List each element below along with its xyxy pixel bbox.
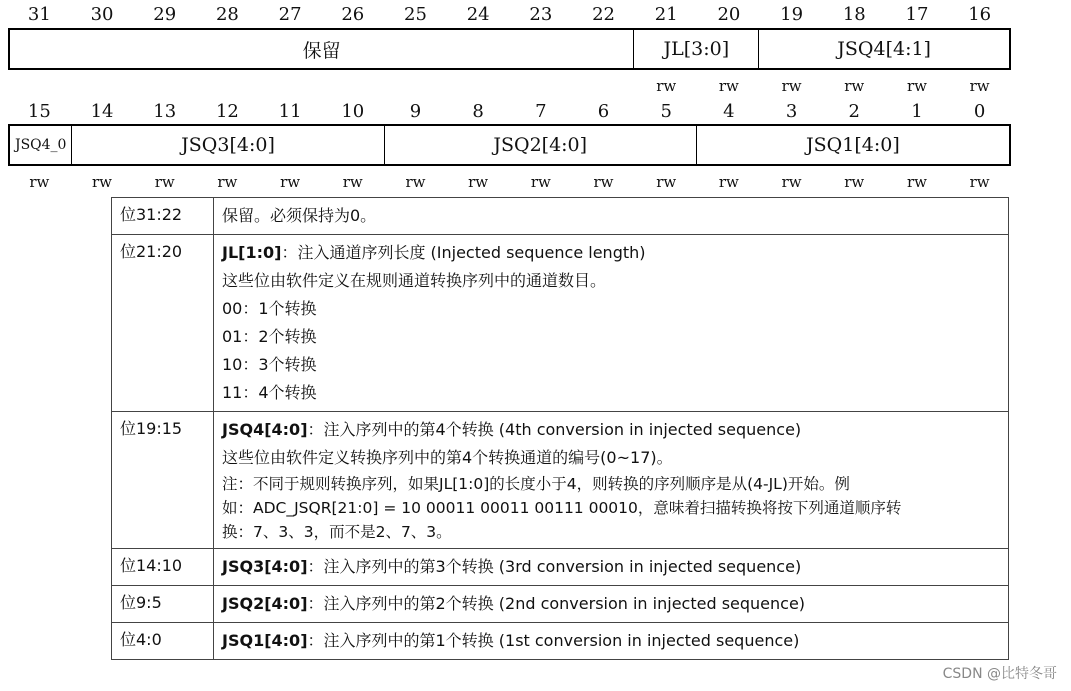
access-type bbox=[384, 76, 447, 96]
field-jsq4-upper: JSQ4[4:1] bbox=[837, 38, 931, 60]
field-reserved: 保留 bbox=[10, 30, 634, 68]
lower-bit-numbers bbox=[8, 100, 1011, 124]
access-type bbox=[321, 76, 384, 96]
field-name: JSQ2[4:0] bbox=[222, 594, 308, 613]
bit-number: 24 bbox=[466, 4, 490, 25]
access-type: rw bbox=[92, 173, 113, 191]
lower-access-row bbox=[8, 172, 1011, 192]
access-type: rw bbox=[656, 77, 677, 95]
access-type: rw bbox=[405, 173, 426, 191]
description-line: 01：2个转换 bbox=[222, 327, 317, 346]
bit-number: 0 bbox=[973, 101, 986, 122]
access-type: rw bbox=[280, 173, 301, 191]
bit-description bbox=[214, 412, 1009, 549]
access-type: rw bbox=[969, 173, 990, 191]
bit-number: 4 bbox=[723, 101, 735, 122]
bit-number: 19 bbox=[780, 4, 804, 25]
description-title: 保留。必须保持为0。 bbox=[222, 206, 377, 225]
field-summary: ：注入序列中的第4个转换 (4th conversion in injected sequence) bbox=[307, 420, 802, 439]
access-type: rw bbox=[217, 173, 238, 191]
table-row bbox=[112, 235, 1009, 412]
bit-number: 15 bbox=[27, 101, 51, 122]
bit-number: 31 bbox=[27, 4, 51, 25]
upper-access-row bbox=[8, 76, 1011, 96]
access-type bbox=[447, 76, 510, 96]
upper-bit-numbers bbox=[8, 3, 1011, 27]
access-type bbox=[8, 76, 71, 96]
bit-number: 14 bbox=[90, 101, 114, 122]
field-summary: ：注入序列中的第1个转换 (1st conversion in injected sequence) bbox=[307, 631, 800, 650]
access-type: rw bbox=[906, 77, 927, 95]
access-type bbox=[510, 76, 573, 96]
bit-range-label: 位14:10 bbox=[112, 549, 214, 586]
field-summary: ：注入序列中的第3个转换 (3rd conversion in injected sequence) bbox=[307, 557, 802, 576]
field-jsq4-0: JSQ4_0 bbox=[10, 126, 72, 164]
access-type: rw bbox=[29, 173, 50, 191]
access-type bbox=[259, 76, 322, 96]
bit-number: 20 bbox=[717, 4, 741, 25]
bit-number: 16 bbox=[968, 4, 992, 25]
access-type: rw bbox=[781, 173, 802, 191]
field-name: JL[1:0] bbox=[222, 243, 282, 262]
access-type: rw bbox=[468, 173, 489, 191]
bit-description-table bbox=[111, 197, 1009, 660]
description-title bbox=[222, 590, 1000, 618]
bit-number: 7 bbox=[535, 101, 547, 122]
bit-number: 10 bbox=[341, 101, 365, 122]
bit-description bbox=[214, 623, 1009, 660]
access-type: rw bbox=[781, 77, 802, 95]
bit-description bbox=[214, 586, 1009, 623]
table-row bbox=[112, 623, 1009, 660]
description-title bbox=[222, 416, 1000, 444]
bit-number: 8 bbox=[472, 101, 484, 122]
field-jl: JL[3:0] bbox=[634, 30, 759, 68]
table-row bbox=[112, 412, 1009, 549]
description-title bbox=[222, 627, 1000, 655]
lower-register-row bbox=[8, 124, 1011, 166]
description-title bbox=[222, 553, 1000, 581]
access-type: rw bbox=[844, 77, 865, 95]
description-title bbox=[222, 239, 1000, 267]
access-type: rw bbox=[593, 173, 614, 191]
bit-number: 6 bbox=[597, 101, 610, 122]
table-row bbox=[112, 586, 1009, 623]
access-type: rw bbox=[342, 173, 363, 191]
access-type: rw bbox=[154, 173, 175, 191]
bit-number: 12 bbox=[215, 101, 239, 122]
bit-description bbox=[214, 235, 1009, 412]
bit-number: 27 bbox=[278, 4, 302, 25]
description-line: 11：4个转换 bbox=[222, 383, 317, 402]
access-type bbox=[71, 76, 134, 96]
field-name: JSQ1[4:0] bbox=[222, 631, 308, 650]
watermark: CSDN @比特冬哥 bbox=[942, 666, 1057, 682]
bit-number: 2 bbox=[848, 101, 860, 122]
access-type bbox=[133, 76, 196, 96]
bit-number: 30 bbox=[90, 4, 114, 25]
bit-range-label: 位31:22 bbox=[112, 198, 214, 235]
access-type bbox=[196, 76, 259, 96]
bit-range-label: 位4:0 bbox=[112, 623, 214, 660]
field-jsq2: JSQ2[4:0] bbox=[385, 126, 697, 164]
description-line: 这些位由软件定义转换序列中的第4个转换通道的编号(0~17)。 bbox=[222, 448, 673, 467]
bit-range-label: 位19:15 bbox=[112, 412, 214, 549]
bit-number: 22 bbox=[592, 4, 615, 25]
access-type: rw bbox=[844, 173, 865, 191]
access-type: rw bbox=[718, 173, 739, 191]
access-type: rw bbox=[906, 173, 927, 191]
access-type bbox=[572, 76, 635, 96]
bit-number: 21 bbox=[654, 4, 678, 25]
description-line: 00：1个转换 bbox=[222, 299, 317, 318]
access-type: rw bbox=[656, 173, 677, 191]
bit-number: 1 bbox=[911, 101, 923, 122]
note-line: 注：不同于规则转换序列，如果JL[1:0]的长度小于4，则转换的序列顺序是从(4-JL)开始。例 bbox=[222, 475, 850, 493]
bit-number: 23 bbox=[529, 4, 553, 25]
field-jsq3: JSQ3[4:0] bbox=[72, 126, 384, 164]
field-summary: ：注入序列中的第2个转换 (2nd conversion in injected sequence) bbox=[307, 594, 806, 613]
upper-register-row bbox=[8, 28, 1011, 70]
access-type: rw bbox=[718, 77, 739, 95]
field-name: JSQ4[4:0] bbox=[222, 420, 308, 439]
field-summary: ：注入通道序列长度 (Injected sequence length) bbox=[281, 243, 646, 262]
bit-number: 17 bbox=[905, 4, 929, 25]
bit-number: 11 bbox=[278, 101, 302, 122]
bit-range-label: 位9:5 bbox=[112, 586, 214, 623]
bit-number: 29 bbox=[153, 4, 177, 25]
description-line: 这些位由软件定义在规则通道转换序列中的通道数目。 bbox=[222, 271, 607, 290]
description-line: 10：3个转换 bbox=[222, 355, 317, 374]
bit-number: 28 bbox=[215, 4, 239, 25]
bit-number: 13 bbox=[153, 101, 177, 122]
bit-number: 3 bbox=[785, 101, 798, 122]
bit-description bbox=[214, 198, 1009, 235]
field-name: JSQ3[4:0] bbox=[222, 557, 308, 576]
bit-range-label: 位21:20 bbox=[112, 235, 214, 412]
note-line: 换：7、3、3，而不是2、7、3。 bbox=[222, 523, 452, 541]
bit-description bbox=[214, 549, 1009, 586]
bit-number: 25 bbox=[404, 4, 427, 25]
bit-number: 18 bbox=[842, 4, 866, 25]
access-type: rw bbox=[530, 173, 551, 191]
table-row bbox=[112, 198, 1009, 235]
bit-number: 26 bbox=[341, 4, 365, 25]
access-type: rw bbox=[969, 77, 990, 95]
bit-number: 5 bbox=[660, 101, 672, 122]
note-line: 如：ADC_JSQR[21:0] = 10 00011 00011 00111 00010，意味着扫描转换将按下列通道顺序转 bbox=[222, 499, 902, 517]
bit-number: 9 bbox=[409, 101, 422, 122]
table-row bbox=[112, 549, 1009, 586]
field-jsq1: JSQ1[4:0] bbox=[806, 134, 900, 156]
